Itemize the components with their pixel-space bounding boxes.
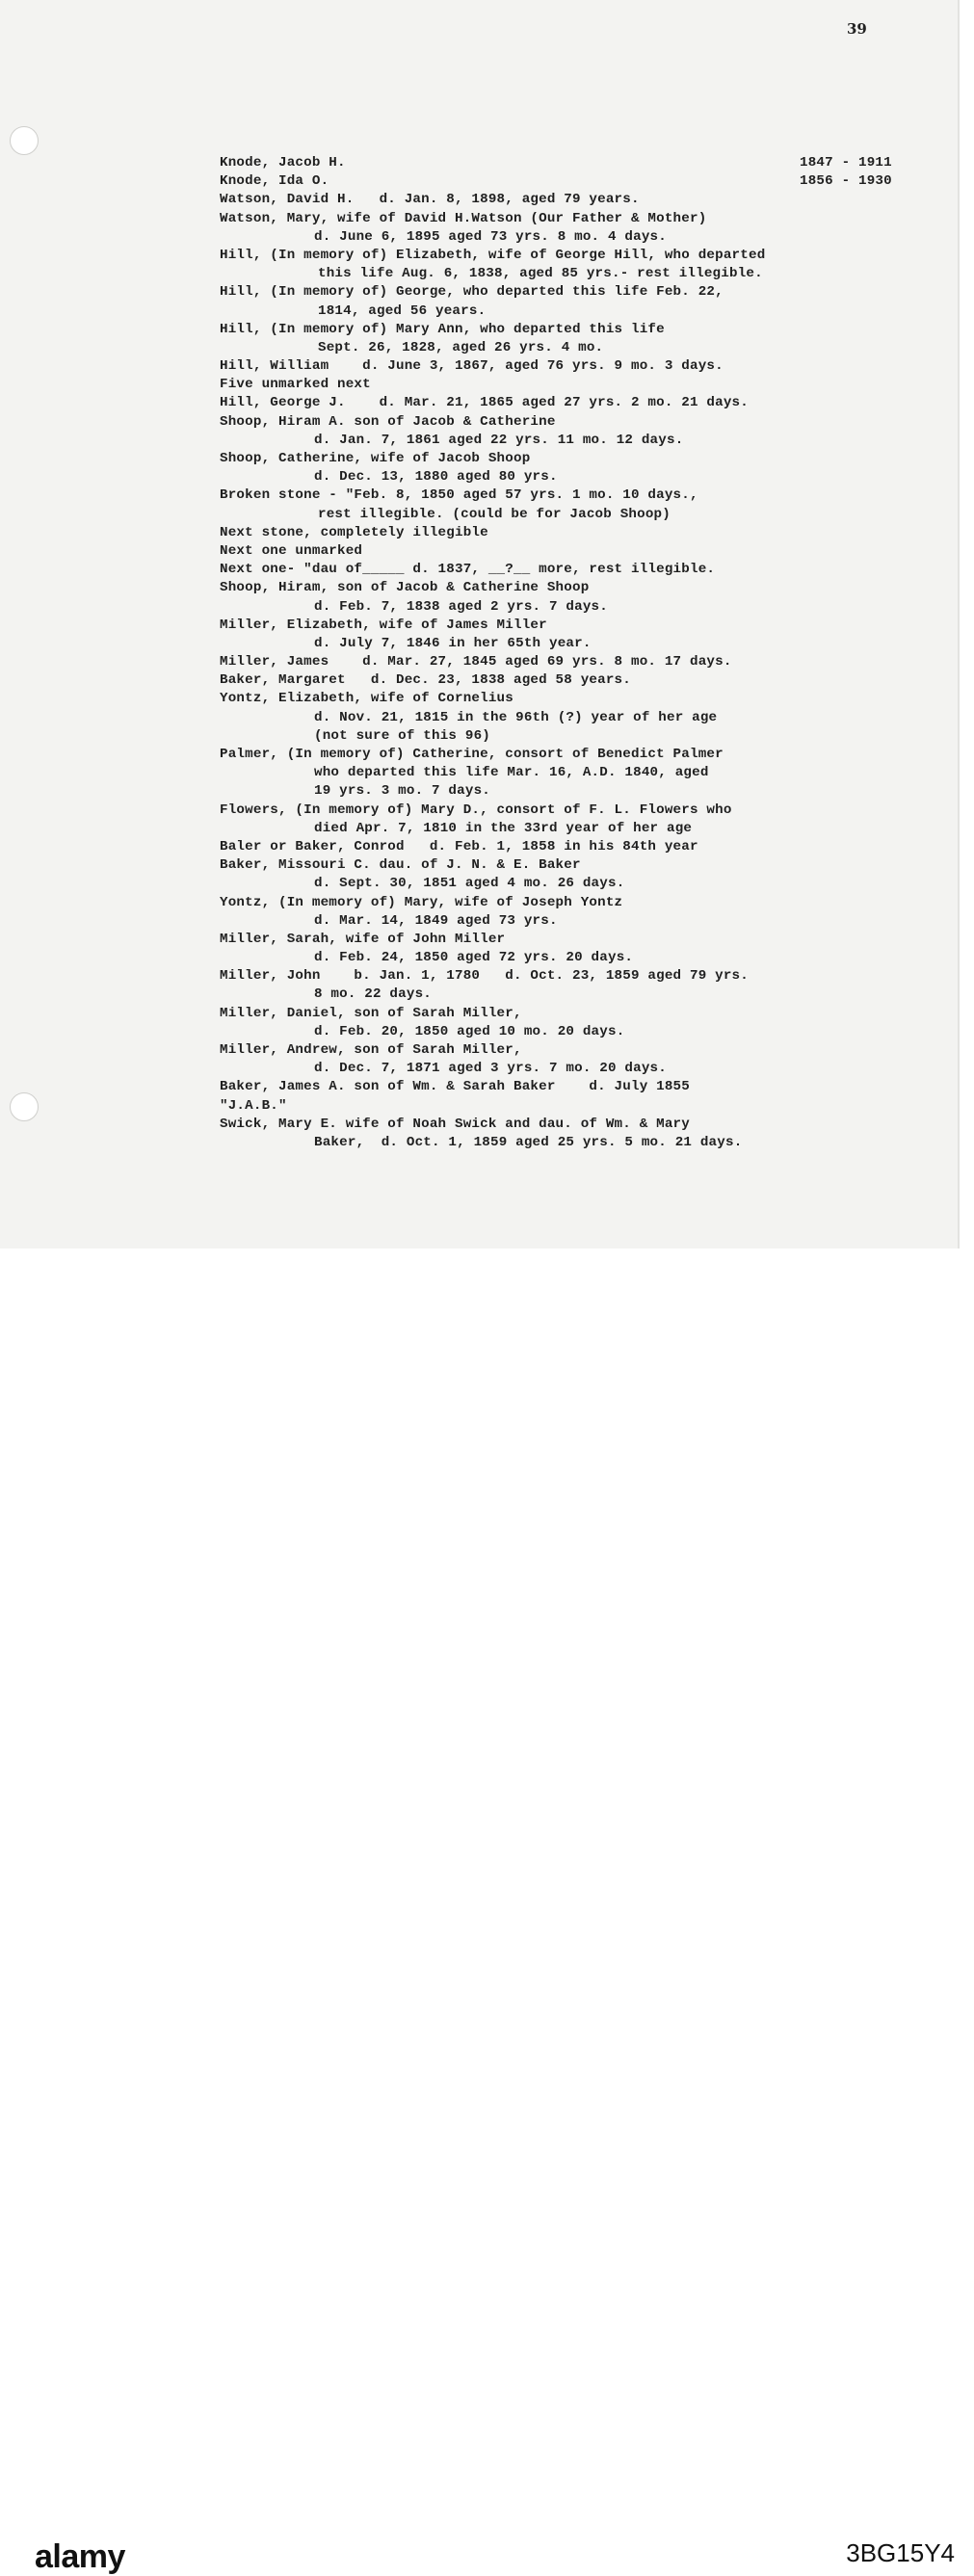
- entry-line: [220, 1116, 894, 1134]
- entry-line: [220, 986, 894, 1004]
- entry-line: [220, 450, 894, 468]
- entry-line: [220, 635, 894, 653]
- entry-line: [220, 191, 894, 209]
- entry-dates: 1856 - 1930: [800, 173, 892, 190]
- binder-hole-top: [10, 126, 39, 155]
- entry-line: [220, 265, 894, 283]
- entry-text: "J.A.B.": [220, 1097, 287, 1114]
- entry-line: [220, 727, 894, 746]
- entry-text: 1814, aged 56 years.: [318, 302, 487, 319]
- entry-line: [220, 561, 894, 579]
- entry-line: [220, 1078, 894, 1096]
- entry-line: [220, 1097, 894, 1116]
- entry-line: [220, 247, 894, 265]
- entry-text: d. Sept. 30, 1851 aged 4 mo. 26 days.: [314, 876, 625, 892]
- entry-line: [220, 949, 894, 967]
- entry-text: Hill, George J. d. Mar. 21, 1865 aged 27 yrs. 2 mo. 21 days.: [220, 395, 749, 411]
- entry-line: [220, 1005, 894, 1023]
- entry-text: Miller, Elizabeth, wife of James Miller: [220, 617, 547, 633]
- entry-line: [220, 671, 894, 690]
- entry-text: Miller, John b. Jan. 1, 1780 d. Oct. 23, 1859 aged 79 yrs.: [220, 968, 749, 985]
- entry-line: [220, 838, 894, 856]
- entry-text: who departed this life Mar. 16, A.D. 1840, aged: [314, 765, 709, 781]
- entry-text: Miller, Andrew, son of Sarah Miller,: [220, 1042, 522, 1058]
- entry-line: [220, 967, 894, 986]
- entry-line: [220, 1060, 894, 1078]
- entry-text: d. Feb. 24, 1850 aged 72 yrs. 20 days.: [314, 950, 634, 966]
- entry-text: Miller, Sarah, wife of John Miller: [220, 931, 506, 947]
- entry-text: (not sure of this 96): [314, 727, 490, 744]
- entry-line: [220, 283, 894, 302]
- entry-line: [220, 339, 894, 357]
- entry-line: [220, 1023, 894, 1041]
- entry-line: [220, 210, 894, 228]
- entry-text: Next one- "dau of_____ d. 1837, __?__ more, rest illegible.: [220, 562, 716, 578]
- entry-line: [220, 856, 894, 875]
- entry-line: [220, 875, 894, 893]
- entry-line: [220, 1134, 894, 1152]
- entry-text: Shoop, Catherine, wife of Jacob Shoop: [220, 451, 531, 466]
- entry-line: [220, 376, 894, 394]
- footer-strip: [0, 1249, 974, 2575]
- entry-text: Baker, James A. son of Wm. & Sarah Baker d. July 1855: [220, 1079, 690, 1095]
- binder-hole-bottom: [10, 1092, 39, 1121]
- entry-text: this life Aug. 6, 1838, aged 85 yrs.- rest illegible.: [318, 266, 763, 282]
- entry-text: died Apr. 7, 1810 in the 33rd year of her age: [314, 820, 693, 836]
- image-id: 3BG15Y4: [846, 2538, 955, 2567]
- entry-text: d. Jan. 7, 1861 aged 22 yrs. 11 mo. 12 days.: [314, 432, 684, 448]
- entry-text: Hill, (In memory of) Mary Ann, who departed this life: [220, 321, 665, 337]
- entry-line: [220, 931, 894, 949]
- entry-line: [220, 154, 894, 172]
- entry-text: d. July 7, 1846 in her 65th year.: [314, 635, 592, 651]
- entry-line: [220, 617, 894, 635]
- entry-text: Palmer, (In memory of) Catherine, consort of Benedict Palmer: [220, 747, 724, 762]
- entry-text: Knode, Jacob H.: [220, 155, 346, 171]
- entry-text: Shoop, Hiram A. son of Jacob & Catherine: [220, 413, 556, 430]
- entry-text: d. Dec. 13, 1880 aged 80 yrs.: [314, 469, 558, 486]
- entry-text: Baker, Margaret d. Dec. 23, 1838 aged 58 years.: [220, 672, 631, 689]
- entry-line: [220, 506, 894, 524]
- entry-line: [220, 820, 894, 838]
- entry-text: Knode, Ida O.: [220, 173, 329, 190]
- entry-text: Yontz, (In memory of) Mary, wife of Joseph Yontz: [220, 894, 623, 910]
- entry-line: [220, 690, 894, 708]
- entry-line: [220, 598, 894, 617]
- entry-line: [220, 782, 894, 801]
- entry-text: Next stone, completely illegible: [220, 524, 488, 540]
- page-number: 39: [847, 20, 867, 38]
- entry-text: rest illegible. (could be for Jacob Shoop): [318, 506, 671, 522]
- entry-text: Hill, William d. June 3, 1867, aged 76 yrs. 9 mo. 3 days.: [220, 358, 724, 375]
- entry-text: Flowers, (In memory of) Mary D., consort of F. L. Flowers who: [220, 802, 732, 818]
- entry-text: d. Feb. 20, 1850 aged 10 mo. 20 days.: [314, 1023, 625, 1039]
- entry-text: Watson, David H. d. Jan. 8, 1898, aged 79 years.: [220, 192, 640, 208]
- entry-line: [220, 432, 894, 450]
- entry-text: Shoop, Hiram, son of Jacob & Catherine Shoop: [220, 580, 590, 596]
- entry-line: [220, 357, 894, 376]
- entry-text: Yontz, Elizabeth, wife of Cornelius: [220, 691, 513, 707]
- watermark-brand: alamy: [35, 2538, 125, 2575]
- entry-text: d. Dec. 7, 1871 aged 3 yrs. 7 mo. 20 days.: [314, 1061, 667, 1077]
- entry-text: Swick, Mary E. wife of Noah Swick and dau. of Wm. & Mary: [220, 1116, 690, 1132]
- entry-line: [220, 542, 894, 561]
- entry-text: Baker, d. Oct. 1, 1859 aged 25 yrs. 5 mo. 21 days.: [314, 1134, 743, 1150]
- entry-text: Five unmarked next: [220, 377, 371, 393]
- entry-line: [220, 321, 894, 339]
- entry-line: [220, 894, 894, 912]
- entry-line: [220, 653, 894, 671]
- entry-line: [220, 912, 894, 931]
- entry-line: [220, 413, 894, 432]
- entry-line: [220, 302, 894, 321]
- entry-line: [220, 746, 894, 764]
- entry-text: Miller, Daniel, son of Sarah Miller,: [220, 1005, 522, 1021]
- entry-line: [220, 172, 894, 191]
- entry-line: [220, 468, 894, 486]
- entry-line: [220, 709, 894, 727]
- entry-text: Baler or Baker, Conrod d. Feb. 1, 1858 in his 84th year: [220, 838, 698, 854]
- entry-line: [220, 1041, 894, 1060]
- entry-text: 19 yrs. 3 mo. 7 days.: [314, 783, 490, 800]
- entry-text: Miller, James d. Mar. 27, 1845 aged 69 yrs. 8 mo. 17 days.: [220, 654, 732, 670]
- entry-line: [220, 486, 894, 505]
- entry-text: d. Nov. 21, 1815 in the 96th (?) year of her age: [314, 709, 718, 725]
- entry-text: Baker, Missouri C. dau. of J. N. & E. Baker: [220, 857, 581, 874]
- entry-text: d. June 6, 1895 aged 73 yrs. 8 mo. 4 days.: [314, 228, 667, 245]
- entry-text: 8 mo. 22 days.: [314, 986, 432, 1003]
- document-page: [0, 0, 960, 1249]
- entry-line: [220, 764, 894, 782]
- burial-entries-list: [220, 154, 894, 1152]
- entry-text: d. Feb. 7, 1838 aged 2 yrs. 7 days.: [314, 598, 608, 615]
- entry-text: d. Mar. 14, 1849 aged 73 yrs.: [314, 912, 558, 929]
- entry-line: [220, 228, 894, 247]
- entry-line: [220, 394, 894, 412]
- entry-text: Watson, Mary, wife of David H.Watson (Our Father & Mother): [220, 210, 707, 226]
- entry-dates: 1847 - 1911: [800, 155, 892, 171]
- entry-text: Hill, (In memory of) Elizabeth, wife of George Hill, who departed: [220, 247, 766, 263]
- entry-text: Hill, (In memory of) George, who departed this life Feb. 22,: [220, 284, 724, 301]
- entry-text: Sept. 26, 1828, aged 26 yrs. 4 mo.: [318, 339, 604, 355]
- entry-text: Broken stone - "Feb. 8, 1850 aged 57 yrs. 1 mo. 10 days.,: [220, 487, 698, 504]
- entry-line: [220, 524, 894, 542]
- entry-line: [220, 802, 894, 820]
- entry-line: [220, 579, 894, 597]
- entry-text: Next one unmarked: [220, 542, 363, 559]
